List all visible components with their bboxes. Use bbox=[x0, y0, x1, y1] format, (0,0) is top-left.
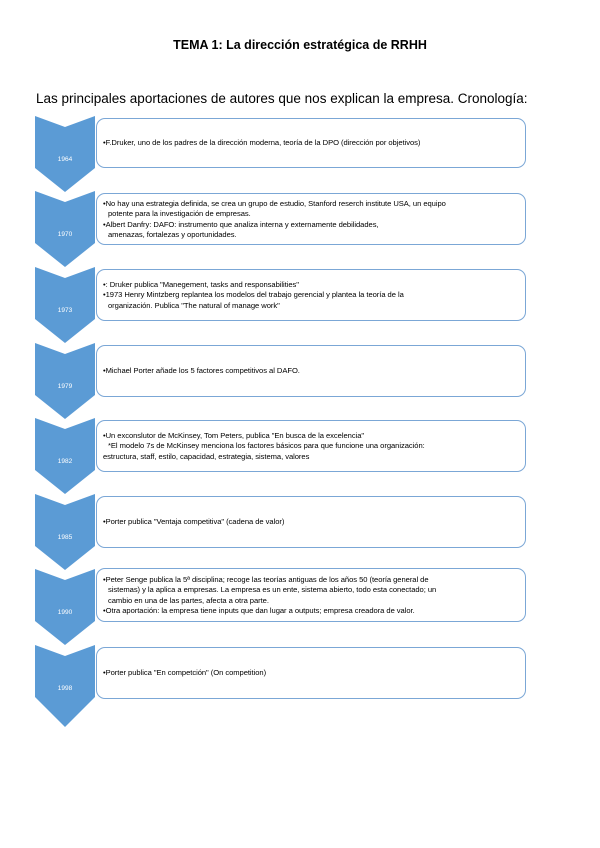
timeline-chevron bbox=[35, 343, 95, 419]
timeline-entry bbox=[96, 345, 526, 397]
entry-text: •Peter Senge publica la 5ª disciplina; recoge las teorías antiguas de los años 50 (teoría general de bbox=[103, 574, 429, 584]
entry-text: •1973 Henry Mintzberg replantea los modelos del trabajo gerencial y plantea la teoría de la bbox=[103, 290, 404, 300]
timeline-year: 1982 bbox=[57, 458, 73, 465]
timeline-entry bbox=[96, 269, 526, 321]
entry-text: •: Druker publica "Manegement, tasks and responsabilities" bbox=[103, 279, 299, 289]
timeline-chevron bbox=[35, 494, 95, 570]
timeline-chevron bbox=[35, 191, 95, 267]
timeline-entry bbox=[96, 568, 526, 622]
timeline-chevron bbox=[35, 116, 95, 192]
timeline-entry bbox=[96, 647, 526, 699]
entry-text: •Otra aportación: la empresa tiene inputs que dan lugar a outputs; empresa creadora de valor. bbox=[103, 605, 415, 615]
entry-text: •Un exconslutor de McKinsey, Tom Peters, publica "En busca de la excelencia" bbox=[103, 430, 365, 440]
timeline-year: 1973 bbox=[57, 307, 73, 314]
timeline-year: 1970 bbox=[57, 231, 73, 238]
entry-text: cambio en una de las partes, afecta a otra parte. bbox=[108, 595, 269, 605]
entry-text: amenazas, fortalezas y oportunidades. bbox=[108, 229, 237, 239]
timeline-year: 1979 bbox=[57, 383, 73, 390]
timeline-entry bbox=[96, 496, 526, 548]
document-title: TEMA 1: La dirección estratégica de RRHH bbox=[173, 38, 427, 52]
entry-text: sistemas) y la aplica a empresas. La empresa es un ente, sistema abierto, todo esta conectado; un bbox=[108, 585, 437, 595]
timeline-chevron bbox=[35, 569, 95, 645]
timeline-entry bbox=[96, 420, 526, 472]
document-subtitle: Las principales aportaciones de autores que nos explican la empresa. Cronología: bbox=[36, 91, 528, 106]
entry-text: •Porter publica "Ventaja competitiva" (cadena de valor) bbox=[103, 517, 285, 527]
entry-text: potente para la investigación de empresas. bbox=[108, 209, 251, 219]
timeline-chevron bbox=[35, 645, 95, 727]
timeline-chevron bbox=[35, 418, 95, 494]
timeline-year: 1990 bbox=[57, 609, 73, 616]
timeline-entry bbox=[96, 193, 526, 245]
entry-text: •No hay una estrategia definida, se crea un grupo de estudio, Stanford reserch institute USA, un equipo bbox=[103, 198, 446, 208]
entry-text: estructura, staff, estilo, capacidad, estrategia, sistema, valores bbox=[103, 451, 310, 461]
entry-text: •Albert Danfry: DAFO: instrumento que analiza interna y externamente debilidades, bbox=[103, 219, 379, 229]
timeline-entry bbox=[96, 118, 526, 168]
timeline-year: 1998 bbox=[57, 685, 73, 692]
entry-text: *El modelo 7s de McKinsey menciona los factores básicos para que funcione una organización: bbox=[108, 441, 425, 451]
entry-text: •F.Druker, uno de los padres de la dirección moderna, teoría de la DPO (dirección por objetivos) bbox=[103, 138, 421, 148]
timeline-year: 1985 bbox=[57, 534, 73, 541]
entry-text: organización. Publica "The natural of manage work" bbox=[108, 300, 280, 310]
timeline-chevron bbox=[35, 267, 95, 343]
entry-text: •Porter publica "En competción" (On competition) bbox=[103, 668, 267, 678]
timeline-year: 1964 bbox=[57, 156, 73, 163]
entry-text: •Michael Porter añade los 5 factores competitivos al DAFO. bbox=[103, 366, 300, 376]
